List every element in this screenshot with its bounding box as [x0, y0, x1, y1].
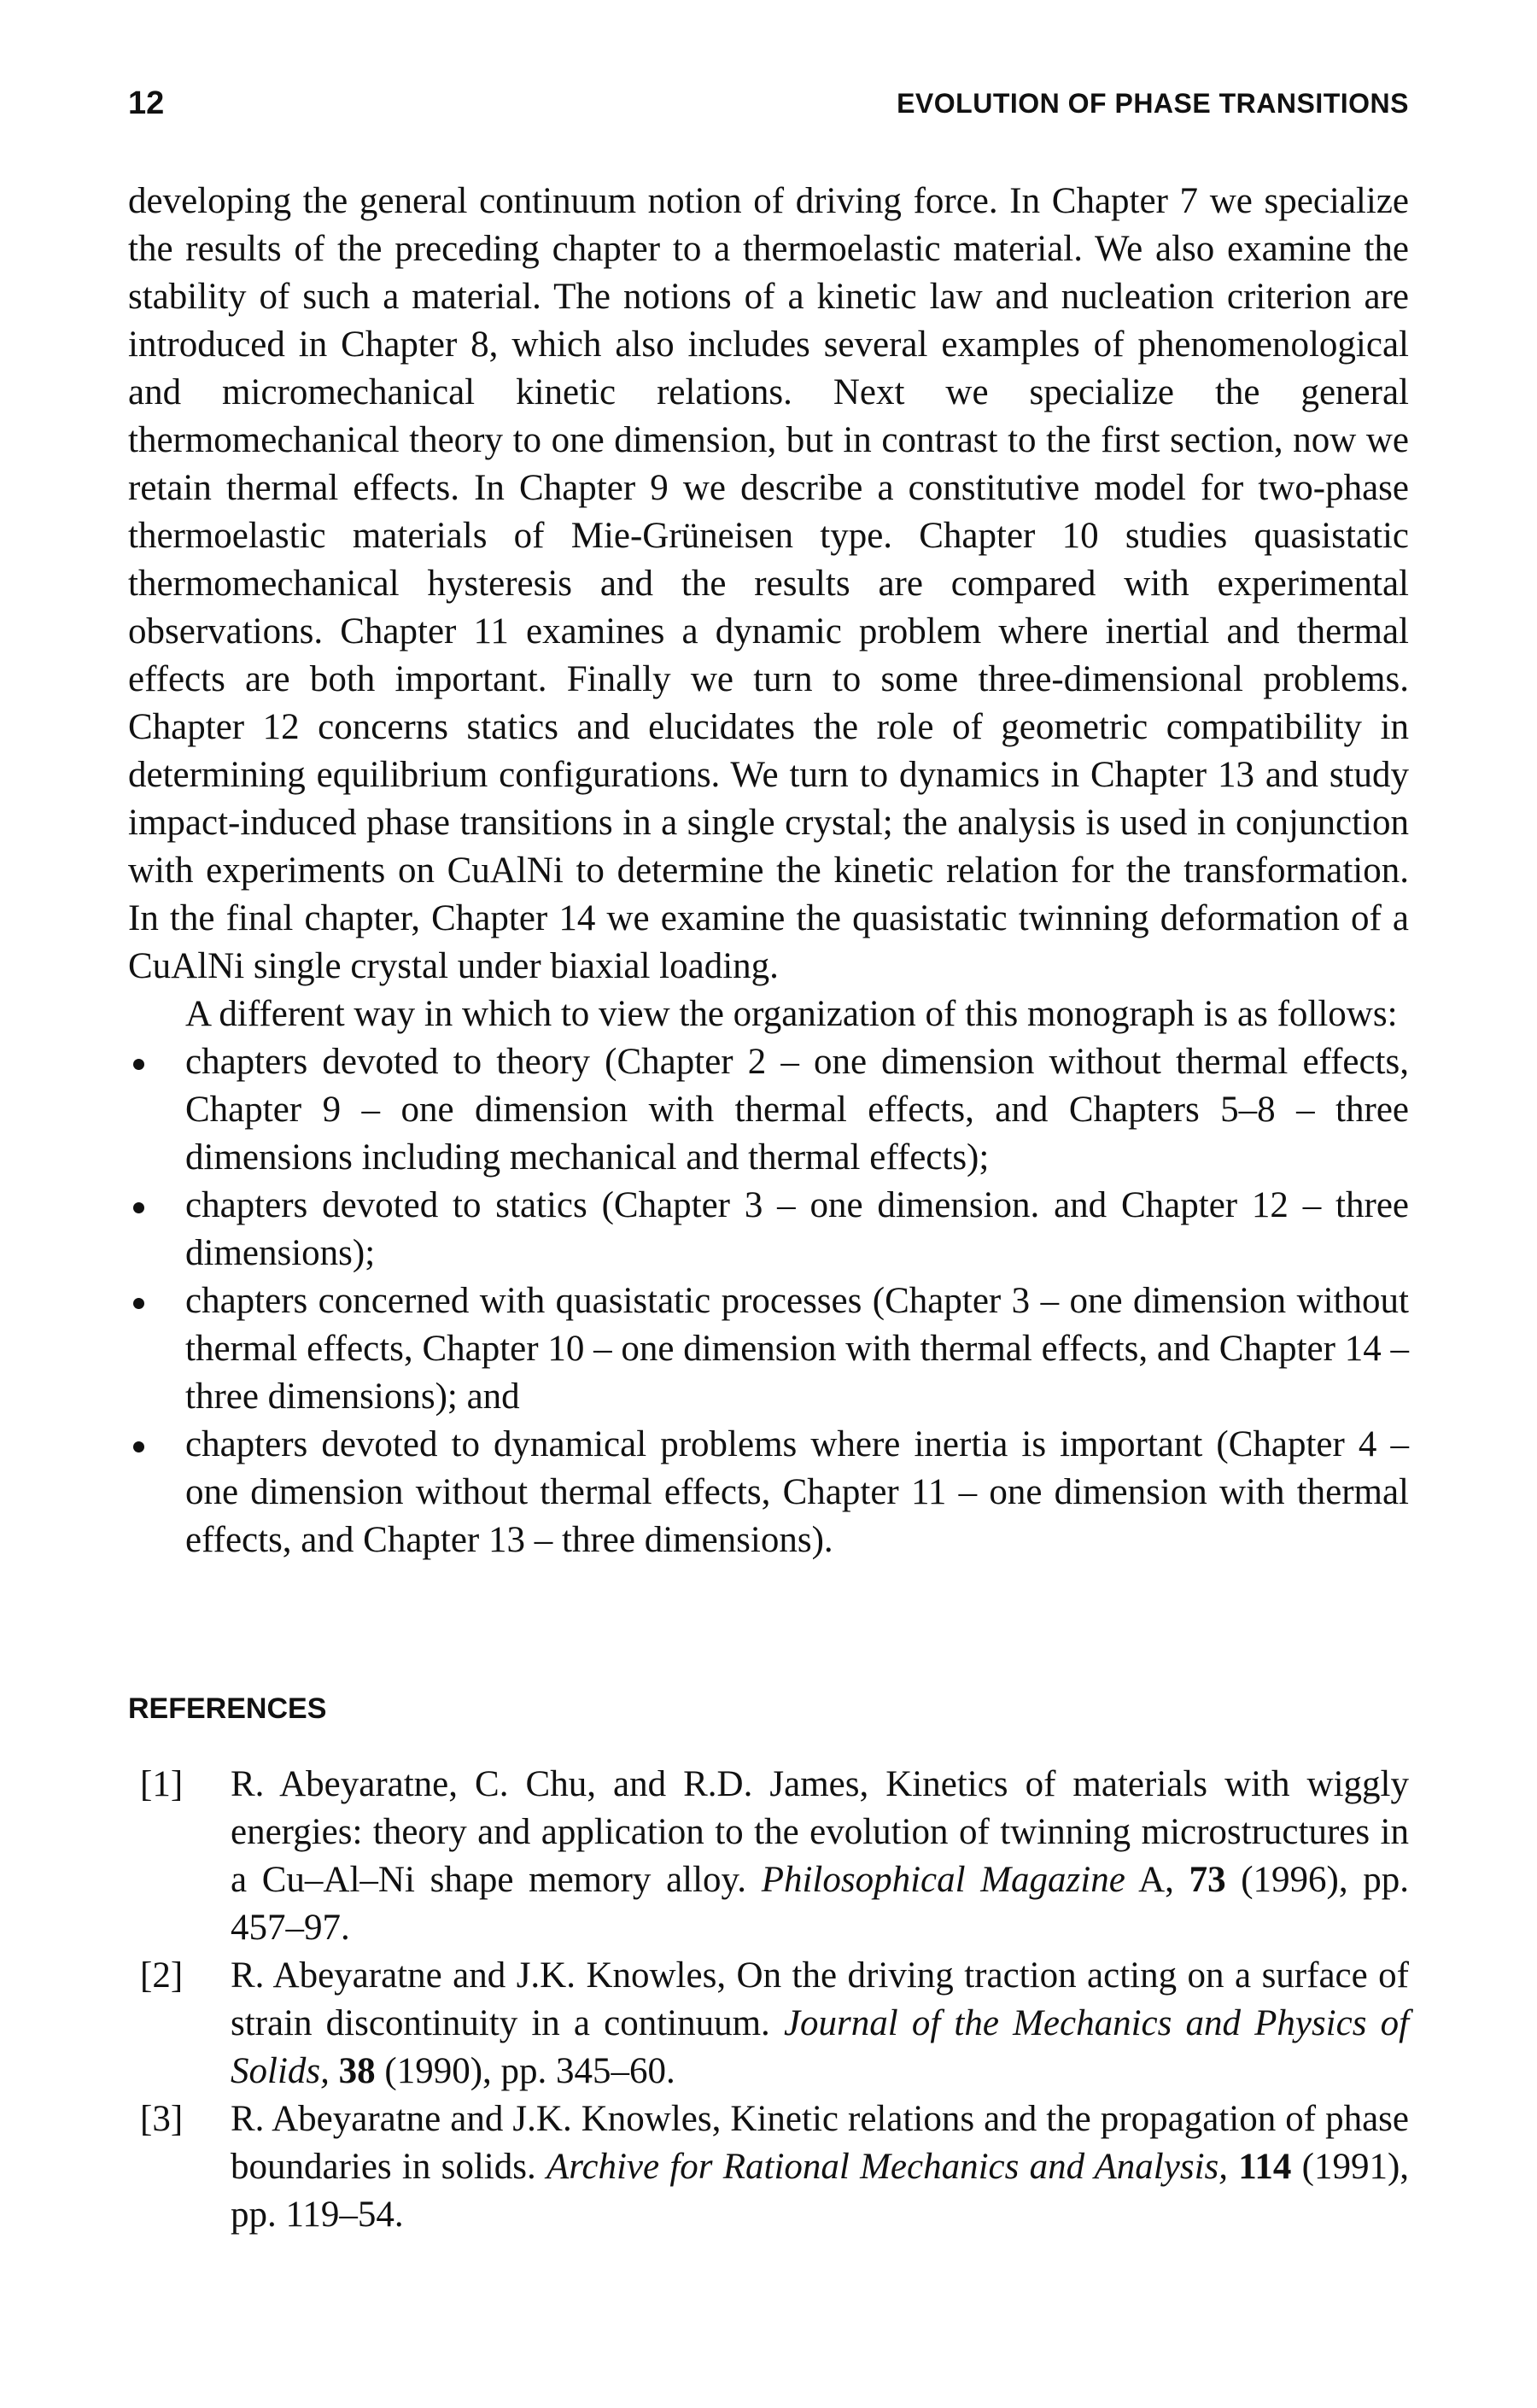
running-title: EVOLUTION OF PHASE TRANSITIONS	[897, 88, 1409, 119]
body-text	[128, 178, 1409, 1564]
reference-label: [3]	[140, 2099, 184, 2139]
bullet-icon	[133, 1298, 144, 1309]
reference-volume: 38	[338, 2051, 376, 2091]
reference-label: [1]	[140, 1764, 184, 1804]
reference-list	[128, 1761, 1409, 2239]
bullet-icon	[133, 1202, 144, 1213]
reference-tail: (1991), pp. 119–54.	[231, 2147, 1410, 2235]
paragraph-continued: developing the general continuum notion of driving force. In Chapter 7 we specialize the results of the preceding chapter to a thermoelastic material. We also examine the stability of such a material. The notions of a kinetic law and nucleation criterion are introduced in Chapter 8, which also includes several examples of phenomenological and micromechanical kinetic relations. Next we specialize the general thermomechanical theory to one dimension, but in contrast to the first section, now we retain thermal effects. In Chapter 9 we describe a constitutive model for two-phase thermoelastic materials of Mie-Grüneisen type. Chapter 10 studies quasistatic thermomechanical hysteresis and the results are compared with experimental observations. Chapter 11 examines a dynamic problem where inertial and thermal effects are both important. Finally we turn to some three-dimensional problems. Chapter 12 concerns statics and elucidates the role of geometric compatibility in determining equilibrium configurations. We turn to dynamics in Chapter 13 and study impact-induced phase transitions in a single crystal; the analysis is used in conjunction with experiments on CuAlNi to determine the kinetic relation for the transformation. In the final chapter, Chapter 14 we examine the quasistatic twinning deformation of a CuAlNi single crystal under biaxial loading.	[128, 181, 1409, 986]
list-item	[128, 1421, 1409, 1564]
list-item	[128, 1038, 1409, 1182]
reference-journal: Journal of the Mechanics and Physics of Solids,	[231, 2003, 1410, 2091]
list-item	[128, 1182, 1409, 1277]
reference-label: [2]	[140, 1955, 184, 1996]
reference-tail: (1990), pp. 345–60.	[384, 2051, 675, 2091]
reference-tail: (1996), pp. 457–97.	[231, 1860, 1410, 1948]
page-number: 12	[128, 85, 165, 121]
reference-text: R. Abeyaratne and J.K. Knowles, Kinetic relations and the propagation of phase boundaries in solids.	[231, 2099, 1409, 2187]
reference-item	[128, 1952, 1409, 2095]
reference-volume: 73	[1189, 1860, 1226, 1900]
reference-volume: 114	[1238, 2147, 1292, 2187]
list-item-text: chapters devoted to statics (Chapter 3 – one dimension. and Chapter 12 – three dimensions);	[185, 1185, 1409, 1273]
bullet-icon	[133, 1059, 144, 1070]
chapter-bullet-list	[128, 1038, 1409, 1564]
reference-item	[128, 2095, 1409, 2239]
reference-journal: Philosophical Magazine	[761, 1860, 1125, 1900]
running-head	[128, 82, 1409, 125]
bullet-icon	[133, 1441, 144, 1452]
list-item	[128, 1277, 1409, 1421]
book-page	[128, 0, 1409, 2408]
reference-series: A,	[1138, 1860, 1174, 1900]
list-item-text: chapters concerned with quasistatic processes (Chapter 3 – one dimension without thermal effects, Chapter 10 – one dimension with thermal effects, and Chapter 14 – three dimensions); and	[185, 1281, 1409, 1417]
reference-text: R. Abeyaratne and J.K. Knowles, On the driving traction acting on a surface of strain discontinuity in a continuum.	[231, 1955, 1409, 2043]
list-item-text: chapters devoted to dynamical problems where inertia is important (Chapter 4 – one dimension without thermal effects, Chapter 11 – one dimension with thermal effects, and Chapter 13 – three dimensions).	[185, 1424, 1409, 1560]
reference-text: R. Abeyaratne, C. Chu, and R.D. James, Kinetics of materials with wiggly energies: theory and application to the evolution of twinning microstructures in a Cu–Al–Ni shape memory alloy.	[231, 1764, 1409, 1900]
reference-item	[128, 1761, 1409, 1952]
reference-journal: Archive for Rational Mechanics and Analysis,	[546, 2147, 1229, 2187]
references-heading: REFERENCES	[128, 1692, 327, 1725]
paragraph-organization: A different way in which to view the organization of this monograph is as follows:	[185, 994, 1398, 1034]
list-item-text: chapters devoted to theory (Chapter 2 – one dimension without thermal effects, Chapter 9 – one dimension with thermal effects, and Chapters 5–8 – three dimensions including mechanical and thermal effects);	[185, 1042, 1409, 1178]
